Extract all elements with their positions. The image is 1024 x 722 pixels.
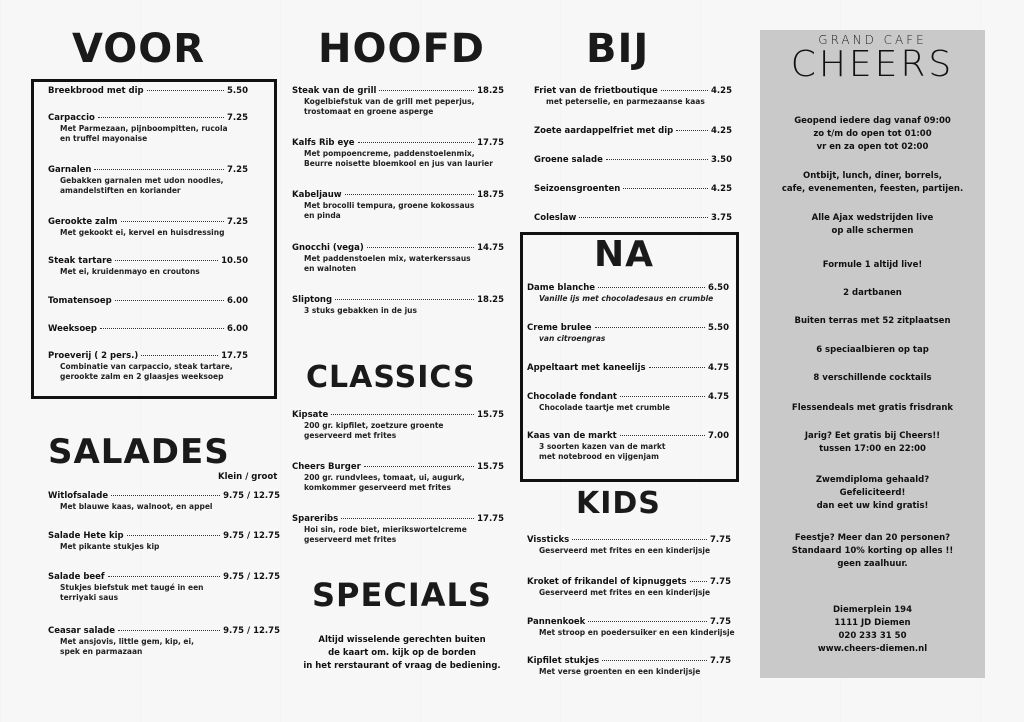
dot-leader	[661, 90, 708, 91]
item-price: 5.50	[227, 86, 248, 96]
salades-size-label: Klein / groot	[218, 472, 278, 482]
item-description: amandelstiften en koriander	[60, 186, 181, 195]
dot-leader	[121, 221, 225, 222]
voor-item	[48, 113, 248, 144]
item-description: geserveerd met frites	[304, 535, 397, 544]
item-price: 17.75	[477, 138, 504, 148]
item-description: met peterselie, en parmezaanse kaas	[546, 97, 705, 106]
hoofd-item	[292, 190, 504, 221]
item-name: Weeksoep	[48, 324, 98, 334]
item-description: met notebrood en vijgenjam	[539, 452, 659, 461]
logo-subtitle: GRAND CAFE	[818, 33, 927, 47]
item-price: 18.25	[477, 295, 504, 305]
dot-leader	[141, 355, 218, 356]
dot-leader	[588, 621, 707, 622]
item-description: Met gekookt ei, kervel en huisdressing	[60, 228, 225, 237]
item-name: Ceasar salade	[48, 626, 115, 636]
sidebar-info-line: 1111 JD Diemen	[834, 618, 911, 628]
na-item	[527, 392, 729, 413]
dot-leader	[108, 576, 220, 577]
item-description: van citroengras	[539, 334, 606, 343]
item-price: 6.00	[227, 296, 248, 306]
item-name: Kabeljauw	[292, 190, 342, 200]
item-description: Geserveerd met frites en een kinderijsje	[539, 588, 711, 597]
item-name: Spareribs	[292, 514, 339, 524]
item-price: 17.75	[221, 351, 248, 361]
salades-item	[48, 531, 280, 552]
na-item	[527, 363, 729, 374]
item-description: Met pikante stukjes kip	[60, 542, 160, 551]
dot-leader	[100, 328, 224, 329]
item-name: Vissticks	[527, 535, 570, 545]
item-name: Coleslaw	[534, 213, 577, 223]
sidebar-info-line: 8 verschillende cocktails	[813, 373, 932, 383]
dot-leader	[358, 142, 475, 143]
item-name: Steak van de grill	[292, 86, 377, 96]
dot-leader	[98, 117, 224, 118]
sidebar-info-line: vr en za open tot 02:00	[816, 142, 929, 152]
item-description: geserveerd met frites	[304, 431, 397, 440]
item-description: en walnoten	[304, 264, 357, 273]
sidebar-info-line: 2 dartbanen	[843, 288, 902, 298]
salades-item	[48, 491, 280, 512]
item-price: 17.75	[477, 514, 504, 524]
item-description: Stukjes biefstuk met taugé in een	[60, 583, 204, 592]
item-description: Met ansjovis, little gem, kip, ei,	[60, 637, 194, 646]
item-description: Met paddenstoelen mix, waterkerssaus	[304, 254, 471, 263]
item-name: Dame blanche	[527, 283, 596, 293]
item-name: Gerookte zalm	[48, 217, 118, 227]
dot-leader	[579, 217, 708, 218]
dot-leader	[595, 327, 705, 328]
dot-leader	[602, 660, 707, 661]
item-name: Salade beef	[48, 572, 105, 582]
sidebar-info-line: op alle schermen	[831, 226, 914, 236]
logo-title: CHEERS	[790, 44, 955, 85]
item-name: Gnocchi (vega)	[292, 243, 364, 253]
sidebar-info-line: tussen 17:00 en 22:00	[819, 444, 926, 454]
sidebar-info-line: zo t/m do open tot 01:00	[813, 129, 932, 139]
item-description: Met pompoencreme, paddenstoelenmix,	[304, 149, 475, 158]
item-name: Kalfs Rib eye	[292, 138, 355, 148]
item-price: 6.00	[227, 324, 248, 334]
specials-line: in het rerstaurant of vraag de bediening.	[303, 661, 501, 671]
item-description: Met blauwe kaas, walnoot, en appel	[60, 502, 213, 511]
na-item	[527, 431, 729, 462]
dot-leader	[118, 630, 220, 631]
item-description: Kogelbiefstuk van de grill met peperjus,	[304, 97, 475, 106]
sidebar-info-line: Zwemdiploma gehaald?	[815, 475, 930, 485]
bij-item	[534, 126, 732, 137]
dot-leader	[364, 466, 474, 467]
kids-item	[527, 656, 731, 677]
item-name: Pannenkoek	[527, 617, 586, 627]
item-price: 7.00	[708, 431, 729, 441]
item-price: 6.50	[708, 283, 729, 293]
heading-salades: SALADES	[48, 432, 230, 472]
item-name: Cheers Burger	[292, 462, 361, 472]
item-name: Friet van de frietboutique	[534, 86, 658, 96]
classics-item	[292, 462, 504, 493]
salades-item	[48, 572, 280, 603]
item-price: 5.50	[708, 323, 729, 333]
item-name: Seizoensgroenten	[534, 184, 621, 194]
item-description: Met Parmezaan, pijnboompitten, rucola	[60, 124, 228, 133]
item-name: Kaas van de markt	[527, 431, 617, 441]
item-name: Breekbrood met dip	[48, 86, 144, 96]
item-price: 4.75	[708, 363, 729, 373]
item-description: trostomaat en groene asperge	[304, 107, 434, 116]
dot-leader	[606, 159, 708, 160]
dot-leader	[345, 194, 474, 195]
kids-item	[527, 577, 731, 598]
dot-leader	[115, 260, 218, 261]
item-name: Sliptong	[292, 295, 333, 305]
item-description: 3 stuks gebakken in de jus	[304, 306, 417, 315]
dot-leader	[620, 435, 705, 436]
item-price: 4.25	[711, 86, 732, 96]
item-description: 3 soorten kazen van de markt	[539, 442, 666, 451]
salades-item	[48, 626, 280, 657]
item-price: 9.75 / 12.75	[223, 491, 280, 501]
item-name: Carpaccio	[48, 113, 95, 123]
dot-leader	[335, 299, 474, 300]
na-item	[527, 283, 729, 304]
dot-leader	[111, 495, 220, 496]
sidebar-info-line: geen zaalhuur.	[837, 559, 908, 569]
heading-hoofd: HOOFD	[318, 26, 486, 72]
voor-item	[48, 86, 248, 97]
sidebar-info-line: 6 speciaalbieren op tap	[816, 345, 929, 355]
item-name: Creme brulee	[527, 323, 592, 333]
heading-voor: VOOR	[72, 26, 206, 72]
sidebar-info-line: Gefeliciteerd!	[839, 488, 906, 498]
voor-item	[48, 165, 248, 196]
kids-item	[527, 535, 731, 556]
item-name: Steak tartare	[48, 256, 113, 266]
item-description: Met ei, kruidenmayo en croutons	[60, 267, 200, 276]
item-price: 3.50	[711, 155, 732, 165]
sidebar-info-line: Ontbijt, lunch, diner, borrels,	[802, 171, 943, 181]
voor-item	[48, 296, 248, 307]
heading-specials: SPECIALS	[312, 576, 492, 614]
item-name: Chocolade fondant	[527, 392, 617, 402]
hoofd-item	[292, 86, 504, 117]
dot-leader	[367, 247, 474, 248]
dot-leader	[598, 287, 705, 288]
na-item	[527, 323, 729, 344]
heading-na: NA	[594, 234, 654, 275]
heading-bij: BIJ	[586, 26, 650, 72]
dot-leader	[649, 367, 705, 368]
item-description: Gebakken garnalen met udon noodles,	[60, 176, 224, 185]
item-price: 18.25	[477, 86, 504, 96]
item-name: Kroket of frikandel of kipnuggets	[527, 577, 687, 587]
sidebar-info-line: www.cheers-diemen.nl	[817, 644, 928, 654]
item-description: en pinda	[304, 211, 341, 220]
item-price: 7.75	[710, 535, 731, 545]
heading-classics: CLASSICS	[306, 360, 476, 395]
item-price: 3.75	[711, 213, 732, 223]
sidebar-info-line: cafe, evenementen, feesten, partijen.	[781, 184, 964, 194]
item-price: 7.75	[710, 577, 731, 587]
item-price: 18.75	[477, 190, 504, 200]
item-description: 200 gr. rundvlees, tomaat, ui, augurk,	[304, 473, 465, 482]
sidebar-info-line: Diemerplein 194	[833, 605, 912, 615]
dot-leader	[341, 518, 474, 519]
item-description: Met stroop en poedersuiker en een kinderijsje	[539, 628, 735, 637]
item-name: Tomatensoep	[48, 296, 112, 306]
item-price: 15.75	[477, 462, 504, 472]
sidebar-info-line: Flessendeals met gratis frisdrank	[791, 403, 954, 413]
heading-kids: KIDS	[576, 486, 661, 521]
item-name: Zoete aardappelfriet met dip	[534, 126, 674, 136]
item-price: 9.75 / 12.75	[223, 626, 280, 636]
item-price: 10.50	[221, 256, 248, 266]
bij-item	[534, 184, 732, 195]
item-price: 15.75	[477, 410, 504, 420]
item-price: 7.25	[227, 113, 248, 123]
dot-leader	[94, 169, 224, 170]
dot-leader	[331, 414, 474, 415]
sidebar-info-line: 020 233 31 50	[838, 631, 907, 641]
item-price: 7.25	[227, 217, 248, 227]
item-description: gerookte zalm en 2 glaasjes weeksoep	[60, 372, 224, 381]
dot-leader	[379, 90, 474, 91]
item-price: 9.75 / 12.75	[223, 531, 280, 541]
item-description: 200 gr. kipfilet, zoetzure groente	[304, 421, 444, 430]
item-name: Garnalen	[48, 165, 92, 175]
specials-line: de kaart om. kijk op de borden	[328, 648, 476, 658]
item-price: 7.25	[227, 165, 248, 175]
bij-item	[534, 213, 732, 224]
item-name: Kipsate	[292, 410, 329, 420]
sidebar-info-line: Buiten terras met 52 zitplaatsen	[794, 316, 951, 326]
item-description: Chocolade taartje met crumble	[539, 403, 670, 412]
dot-leader	[623, 188, 708, 189]
item-name: Salade Hete kip	[48, 531, 124, 541]
item-description: komkommer geserveerd met frites	[304, 483, 451, 492]
voor-item	[48, 217, 248, 238]
dot-leader	[620, 396, 705, 397]
item-description: Met verse groenten en een kinderijsje	[539, 667, 701, 676]
item-price: 4.25	[711, 184, 732, 194]
sidebar-info-line: Geopend iedere dag vanaf 09:00	[794, 116, 951, 126]
voor-item	[48, 351, 248, 382]
hoofd-item	[292, 138, 504, 169]
info-sidebar	[760, 30, 985, 678]
item-description: Beurre noisette bloemkool en jus van laurier	[304, 159, 493, 168]
item-name: Groene salade	[534, 155, 603, 165]
item-name: Witlofsalade	[48, 491, 109, 501]
voor-item	[48, 324, 248, 335]
dot-leader	[147, 90, 224, 91]
item-description: en truffel mayonaise	[60, 134, 148, 143]
item-description: Geserveerd met frites en een kinderijsje	[539, 546, 711, 555]
item-price: 4.75	[708, 392, 729, 402]
bij-item	[534, 86, 732, 107]
item-price: 4.25	[711, 126, 732, 136]
item-name: Kipfilet stukjes	[527, 656, 600, 666]
sidebar-info-line: dan eet uw kind gratis!	[816, 501, 929, 511]
item-price: 9.75 / 12.75	[223, 572, 280, 582]
bij-item	[534, 155, 732, 166]
classics-item	[292, 514, 504, 545]
sidebar-info-line: Alle Ajax wedstrijden live	[811, 213, 934, 223]
item-description: Hoi sin, rode biet, mierikswortelcreme	[304, 525, 467, 534]
sidebar-info-line: Feestje? Meer dan 20 personen?	[794, 533, 951, 543]
item-description: Met brocolli tempura, groene kokossaus	[304, 201, 475, 210]
item-price: 7.75	[710, 656, 731, 666]
dot-leader	[572, 539, 707, 540]
classics-item	[292, 410, 504, 441]
kids-item	[527, 617, 735, 638]
sidebar-info-line: Jarig? Eet gratis bij Cheers!!	[804, 431, 941, 441]
specials-line: Altijd wisselende gerechten buiten	[318, 635, 486, 645]
dot-leader	[676, 130, 708, 131]
item-description: Combinatie van carpaccio, steak tartare,	[60, 362, 233, 371]
dot-leader	[690, 581, 707, 582]
item-description: spek en parmazaan	[60, 647, 143, 656]
item-name: Appeltaart met kaneelijs	[527, 363, 646, 373]
hoofd-item	[292, 243, 504, 274]
hoofd-item	[292, 295, 504, 316]
voor-item	[48, 256, 248, 277]
sidebar-info-line: Formule 1 altijd live!	[822, 260, 923, 270]
dot-leader	[127, 535, 220, 536]
item-description: terriyaki saus	[60, 593, 119, 602]
sidebar-info-line: Standaard 10% korting op alles !!	[791, 546, 954, 556]
dot-leader	[115, 300, 224, 301]
item-price: 7.75	[710, 617, 731, 627]
item-description: Vanille ijs met chocoladesaus en crumble	[539, 294, 714, 303]
item-price: 14.75	[477, 243, 504, 253]
item-name: Proeverij ( 2 pers.)	[48, 351, 139, 361]
